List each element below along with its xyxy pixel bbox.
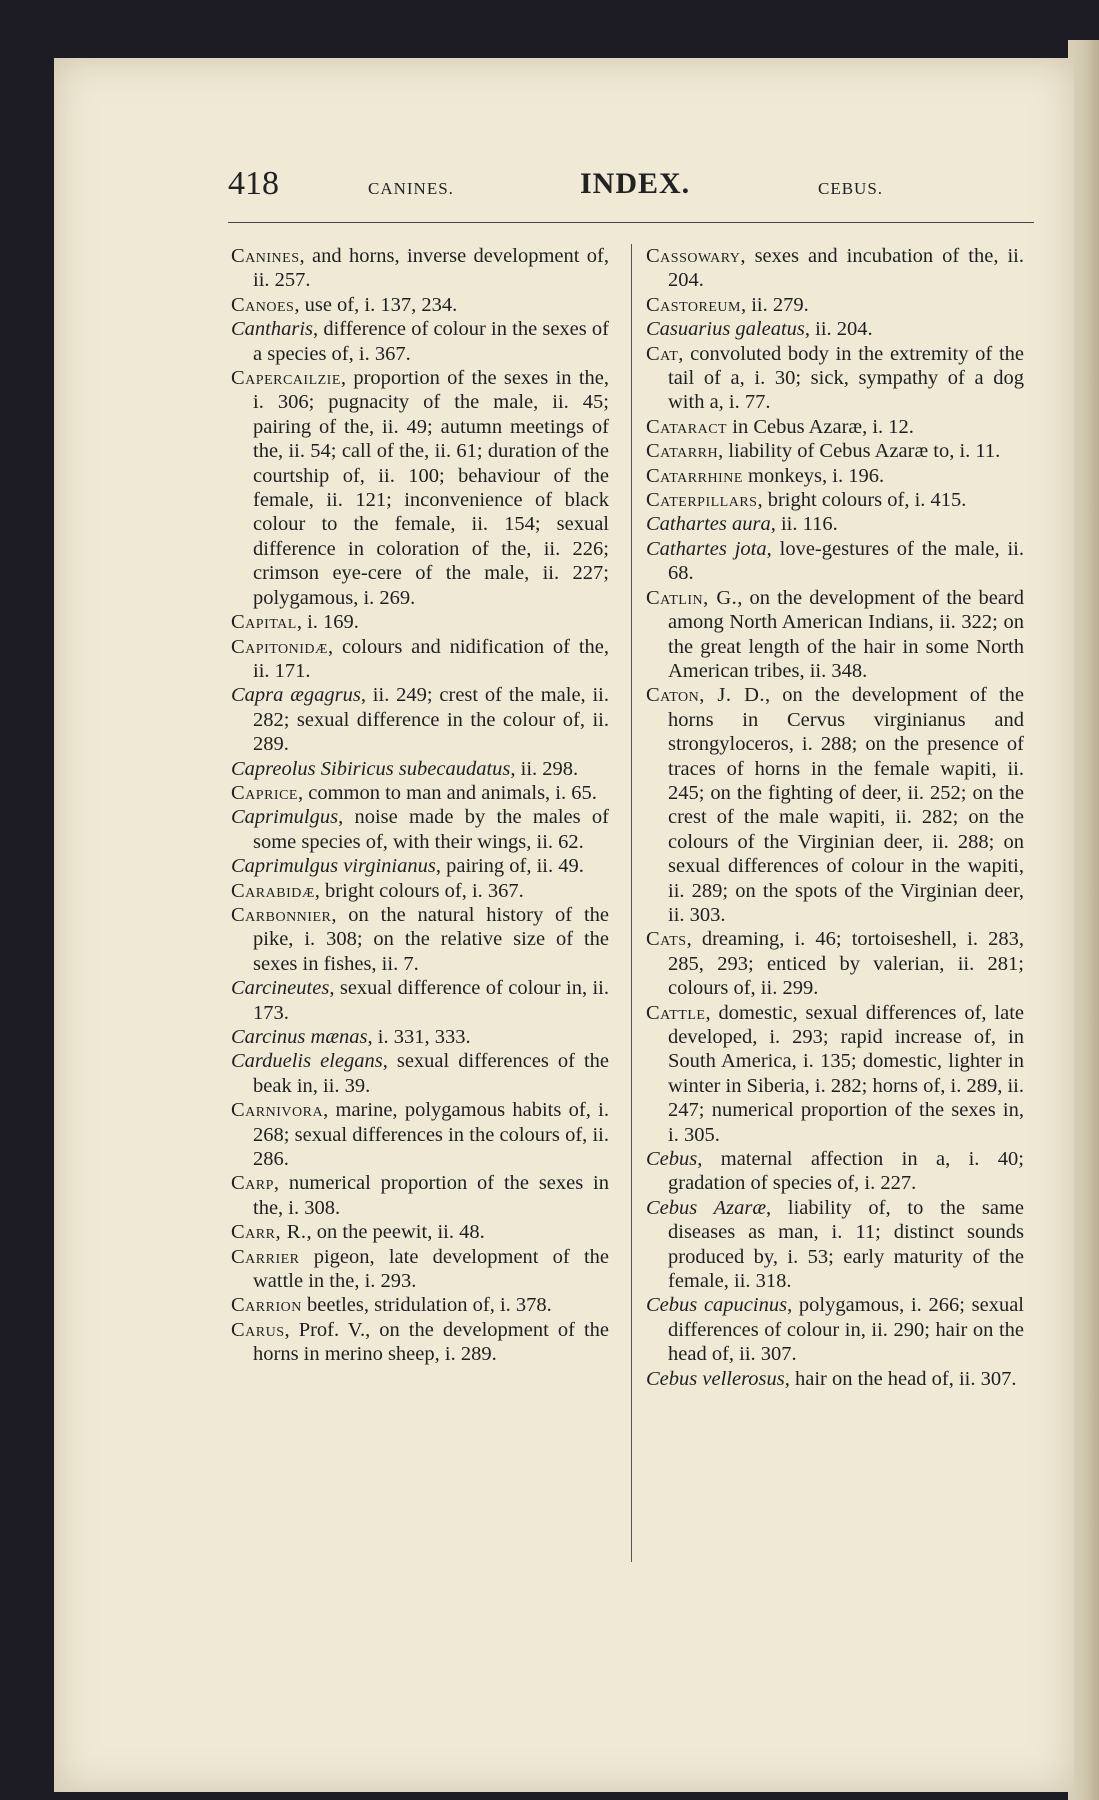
index-entry bbox=[231, 879, 609, 903]
entry-text: , dreaming, i. 46; tortoiseshell, i. 283, 285, 293; enticed by valerian, ii. 281; colours of, ii. 299. bbox=[668, 928, 1024, 1000]
index-entry bbox=[646, 464, 1024, 488]
entry-heading: Capra ægagrus bbox=[231, 684, 361, 707]
index-column-left bbox=[231, 244, 609, 1367]
entry-text: , i. 331, 333. bbox=[367, 1026, 471, 1048]
index-entry bbox=[646, 1367, 1024, 1391]
entry-text: , use of, i. 137, 234. bbox=[294, 293, 458, 316]
entry-heading: Carr, R. bbox=[231, 1221, 307, 1244]
entry-text: , common to man and animals, i. 65. bbox=[297, 781, 597, 804]
entry-text: , Prof. V., on the development of the horns in merino sheep, i. 289. bbox=[253, 1318, 609, 1366]
index-entry bbox=[646, 244, 1024, 293]
entry-text: , maternal affection in a, i. 40; gradation of species of, i. 227. bbox=[668, 1148, 1024, 1195]
index-entry bbox=[231, 781, 609, 805]
right-running-head: CEBUS. bbox=[818, 179, 884, 198]
entry-heading: Carcinus mænas bbox=[231, 1026, 368, 1048]
entry-text: , liability of, to the same diseases as man, i. 11; distinct sounds produced by, i. 53; early maturity of the female, ii. 318. bbox=[668, 1196, 1024, 1293]
entry-heading: Cebus capucinus bbox=[646, 1294, 788, 1317]
index-entry bbox=[646, 683, 1024, 927]
entry-heading: Cataract bbox=[646, 415, 728, 438]
index-entry bbox=[231, 1025, 609, 1049]
entry-text: , and horns, inverse development of, ii. 257. bbox=[253, 245, 609, 292]
entry-heading: Caprimulgus bbox=[231, 806, 339, 829]
entry-heading: Carduelis elegans bbox=[231, 1050, 383, 1073]
entry-text: , i. 169. bbox=[296, 611, 359, 634]
entry-heading: Carabidæ bbox=[231, 879, 315, 902]
entry-text: , ii. 116. bbox=[770, 513, 838, 536]
entry-text: , noise made by the males of some species of, with their wings, ii. 62. bbox=[253, 806, 609, 853]
index-entry bbox=[231, 1049, 609, 1098]
entry-heading: Capital bbox=[231, 611, 297, 634]
entry-text: , liability of Cebus Azaræ to, i. 11. bbox=[718, 440, 1001, 463]
index-entry bbox=[646, 1001, 1024, 1147]
page-header bbox=[228, 165, 1034, 215]
entry-text: , bright colours of, i. 415. bbox=[757, 489, 967, 512]
entry-text: , hair on the head of, ii. 307. bbox=[784, 1367, 1017, 1390]
index-entry bbox=[231, 1293, 609, 1317]
entry-heading: Carrion bbox=[231, 1294, 302, 1317]
entry-text: , on the development of the horns in Cervus virginianus and strongyloceros, i. 288; on the presence of traces of horns in the female wapiti, ii. 245; on the fighting of deer, ii. 252; on the crest of the male wapiti, ii. 282; on the colours of the Virginian deer, ii. 288; on sexual differences of colour in the wapiti, ii. 289; on the spots of the Virginian deer, ii. 303. bbox=[668, 684, 1024, 926]
entry-heading: Cathartes aura bbox=[646, 513, 771, 536]
entry-heading: Canines bbox=[231, 245, 300, 267]
entry-heading: Capitonidæ bbox=[231, 635, 328, 658]
entry-text: , ii. 279. bbox=[740, 293, 809, 316]
index-entry bbox=[231, 757, 609, 781]
entry-text: , numerical proportion of the sexes in the, i. 308. bbox=[253, 1172, 609, 1219]
entry-heading: Catarrh bbox=[646, 440, 719, 463]
entry-text: , convoluted body in the extremity of the tail of a, i. 30; sick, sympathy of a dog with a, i. 77. bbox=[668, 342, 1024, 414]
entry-heading: Catlin, G. bbox=[646, 586, 738, 609]
index-entry bbox=[231, 1220, 609, 1244]
index-column-right bbox=[646, 244, 1024, 1391]
entry-heading: Carrier bbox=[231, 1245, 300, 1268]
index-entry bbox=[231, 610, 609, 634]
entry-heading: Caton, J. D. bbox=[646, 684, 766, 707]
header-rule bbox=[228, 222, 1034, 223]
entry-heading: Carnivora bbox=[231, 1099, 324, 1122]
index-entry bbox=[646, 586, 1024, 684]
entry-heading: Cathartes jota bbox=[646, 537, 767, 560]
entry-text: , on the development of the beard among North American Indians, ii. 322; on the great length of the hair in some North American tribes, ii. 348. bbox=[668, 586, 1024, 682]
index-entry bbox=[646, 1147, 1024, 1196]
index-entry bbox=[231, 317, 609, 366]
entry-heading: Carcineutes bbox=[231, 977, 330, 1000]
page-title: INDEX. bbox=[580, 167, 691, 200]
entry-heading: Caprice bbox=[231, 781, 298, 804]
left-running-head: CANINES. bbox=[368, 179, 454, 198]
entry-heading: Castoreum bbox=[646, 293, 741, 316]
entry-text: , on the peewit, ii. 48. bbox=[306, 1221, 485, 1244]
column-divider bbox=[631, 244, 632, 1562]
entry-text: , sexes and incubation of the, ii. 204. bbox=[668, 245, 1024, 292]
index-entry bbox=[646, 342, 1024, 415]
page-number: 418 bbox=[228, 165, 279, 202]
entry-heading: Cassowary bbox=[646, 245, 741, 267]
index-entry bbox=[231, 976, 609, 1025]
entry-text: , domestic, sexual differences of, late developed, i. 293; rapid increase of, in South America, i. 135; domestic, lighter in winter in Siberia, i. 282; horns of, i. 289, ii. 247; numerical proportion of the sexes in, i. 305. bbox=[668, 1001, 1024, 1146]
entry-heading: Cebus bbox=[646, 1148, 698, 1171]
index-entry bbox=[646, 1293, 1024, 1366]
entry-text: , difference of colour in the sexes of a species of, i. 367. bbox=[253, 318, 609, 365]
index-entry bbox=[231, 1098, 609, 1171]
entry-text: , polygamous, i. 266; sexual differences of colour in, ii. 290; hair on the head of, ii. 307. bbox=[668, 1294, 1024, 1366]
index-entry bbox=[231, 683, 609, 756]
index-entry bbox=[231, 1171, 609, 1220]
entry-heading: Capercailzie bbox=[231, 367, 341, 390]
entry-text: , sexual difference of colour in, ii. 173. bbox=[253, 977, 609, 1024]
index-entry bbox=[231, 293, 609, 317]
index-entry bbox=[231, 903, 609, 976]
entry-heading: Carus bbox=[231, 1318, 285, 1341]
index-entry bbox=[646, 927, 1024, 1000]
index-entry bbox=[231, 1245, 609, 1294]
index-entry bbox=[646, 537, 1024, 586]
entry-heading: Canoes bbox=[231, 293, 295, 316]
index-entry bbox=[646, 317, 1024, 341]
index-entry bbox=[646, 1196, 1024, 1294]
entry-heading: Cantharis bbox=[231, 318, 314, 341]
entry-text: in Cebus Azaræ, i. 12. bbox=[727, 415, 914, 438]
index-entry bbox=[231, 1318, 609, 1367]
entry-heading: Cebus vellerosus bbox=[646, 1367, 785, 1390]
entry-heading: Cebus Azaræ bbox=[646, 1196, 767, 1219]
entry-heading: Carp bbox=[231, 1172, 274, 1195]
index-entry bbox=[646, 293, 1024, 317]
entry-heading: Cats bbox=[646, 928, 687, 951]
index-entry bbox=[231, 244, 609, 293]
entry-heading: Catarrhine bbox=[646, 464, 743, 487]
index-entry bbox=[231, 854, 609, 878]
entry-text: , ii. 204. bbox=[804, 318, 873, 341]
index-entry bbox=[646, 439, 1024, 463]
entry-heading: Cat bbox=[646, 342, 679, 365]
entry-heading: Capreolus Sibiricus subecaudatus bbox=[231, 757, 511, 780]
entry-text: , proportion of the sexes in the, i. 306; pugnacity of the male, ii. 45; pairing of the, ii. 49; autumn meetings of the, ii. 54; call of the, ii. 61; duration of the courtship of, ii. 100; behaviour of the female, ii. 121; inconvenience of black colour to the female, ii. 154; sexual difference in coloration of the, ii. 226; crimson eye-cere of the male, ii. 227; polygamous, i. 269. bbox=[253, 367, 609, 609]
entry-heading: Caprimulgus virginianus bbox=[231, 855, 436, 878]
entry-text: , sexual differences of the beak in, ii. 39. bbox=[253, 1050, 610, 1097]
entry-text: , ii. 298. bbox=[510, 757, 579, 780]
index-entry bbox=[646, 488, 1024, 512]
entry-heading: Caterpillars bbox=[646, 489, 758, 512]
entry-text: beetles, stridulation of, i. 378. bbox=[301, 1294, 552, 1317]
entry-text: , marine, polygamous habits of, i. 268; sexual differences in the colours of, ii. 286. bbox=[253, 1099, 609, 1171]
entry-text: , on the natural history of the pike, i. 308; on the relative size of the sexes in fishes, ii. 7. bbox=[253, 903, 609, 975]
entry-text: monkeys, i. 196. bbox=[742, 464, 885, 487]
entry-text: , colours and nidification of the, ii. 171. bbox=[253, 635, 609, 682]
entry-text: , pairing of, ii. 49. bbox=[435, 855, 584, 878]
entry-text: , love-gestures of the male, ii. 68. bbox=[668, 537, 1024, 585]
entry-text: , ii. 249; crest of the male, ii. 282; sexual difference in the colour of, ii. 289. bbox=[253, 684, 610, 756]
index-entry bbox=[646, 512, 1024, 536]
entry-text: pigeon, late development of the wattle in the, i. 293. bbox=[253, 1245, 609, 1293]
index-entry bbox=[231, 366, 609, 610]
index-entry bbox=[231, 805, 609, 854]
entry-heading: Casuarius galeatus bbox=[646, 318, 805, 341]
index-entry bbox=[646, 415, 1024, 439]
index-entry bbox=[231, 635, 609, 684]
entry-heading: Carbonnier bbox=[231, 903, 332, 926]
entry-heading: Cattle bbox=[646, 1001, 706, 1024]
entry-text: , bright colours of, i. 367. bbox=[314, 879, 524, 902]
